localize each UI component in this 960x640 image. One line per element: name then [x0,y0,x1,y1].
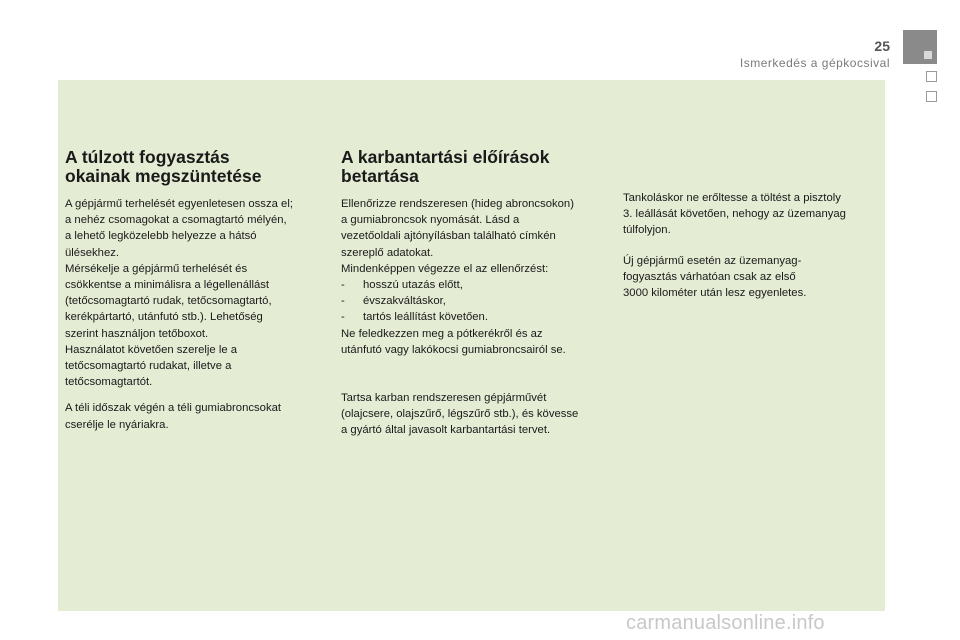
list-dash: - [341,295,345,308]
heading-line: A túlzott fogyasztás [65,147,230,167]
paragraph [623,190,878,239]
text-line: tetőcsomagtartó rudakat, illetve a [65,360,232,373]
heading-line: A karbantartási előírások [341,147,550,167]
text-line: A téli időszak végén a téli gumiabroncsokat [65,402,282,415]
list-item [341,293,603,309]
paragraph [623,253,878,302]
text-line: Ne feledkezzen meg a pótkerékről és az [341,327,543,340]
text-line: a gumiabroncsok nyomását. Lásd a [341,214,520,227]
text-line: 3. leállását követően, nehogy az üzemanyag [623,208,846,221]
tab-marker-box [926,71,937,82]
text-line: vezetőoldali ajtónyílásban található címkén [341,230,556,243]
text-line: Használatot követően szerelje le a [65,343,238,356]
text-line: cserélje le nyáriakra. [65,418,169,431]
heading-line: betartása [341,166,419,186]
text-line: ülésekhez. [65,246,120,259]
text-line: szereplő adatokat. [341,246,434,259]
text-line: Tartsa karban rendszeresen gépjárművét [341,392,547,405]
text-line: (olajcsere, olajszűrő, légszűrő stb.), és kövesse [341,408,579,421]
text-line: Tankoláskor ne erőltesse a töltést a pisztoly [623,192,841,204]
text-line: a nehéz csomagokat a csomagtartó mélyén, [65,214,287,227]
text-line: a gyártó által javasolt karbantartási tervet. [341,424,551,437]
list-dash: - [341,311,345,324]
column-maintenance [341,148,603,449]
heading-line: okainak megszüntetése [65,166,262,186]
text-line: Mérsékelje a gépjármű terhelését és [65,262,248,275]
text-line: A gépjármű terhelését egyenletesen ossza el; [65,198,293,210]
paragraph [65,400,327,432]
list-item-text: évszakváltáskor, [363,295,446,308]
page-number: 25 [874,38,890,54]
tab-marker-box [926,91,937,102]
text-line: csökkentse a minimálisra a légellenállást [65,279,270,292]
text-line: utánfutó vagy lakókocsi gumiabroncsairól se. [341,343,566,356]
watermark: carmanualsonline.info [626,612,825,634]
text-line: a lehető legközelebb helyezze a hátsó [65,230,257,243]
text-line: 3000 kilométer után lesz egyenletes. [623,287,807,300]
paragraph [341,390,603,439]
paragraph [65,196,327,390]
list-item [341,309,603,325]
text-line: (tetőcsomagtartó rudak, tetőcsomagtartó, [65,295,272,308]
section-heading [65,148,327,186]
text-line: Új gépjármű esetén az üzemanyag- [623,254,802,267]
text-line: Mindenképpen végezze el az ellenőrzést: [341,262,549,275]
column-consumption [65,148,327,443]
text-line: fogyasztás várhatóan csak az első [623,270,796,283]
list-item-text: tartós leállítást követően. [363,311,488,324]
list-item-text: hosszú utazás előtt, [363,279,463,292]
text-line: túlfolyjon. [623,224,671,237]
tab-dot-icon [924,51,932,59]
column-fuel [623,190,878,311]
text-line: tetőcsomagtartót. [65,376,153,389]
text-line: szerint használjon tetőboxot. [65,327,209,340]
tab-marker-active [903,30,937,64]
chapter-title: Ismerkedés a gépkocsival [739,56,890,70]
list-dash: - [341,279,345,292]
section-heading [341,148,603,186]
paragraph [341,196,603,358]
list-item [341,277,603,293]
text-line: Ellenőrizze rendszeresen (hideg abroncsokon) [341,198,574,210]
text-line: kerékpártartó, utánfutó stb.). Lehetőség [65,311,263,324]
